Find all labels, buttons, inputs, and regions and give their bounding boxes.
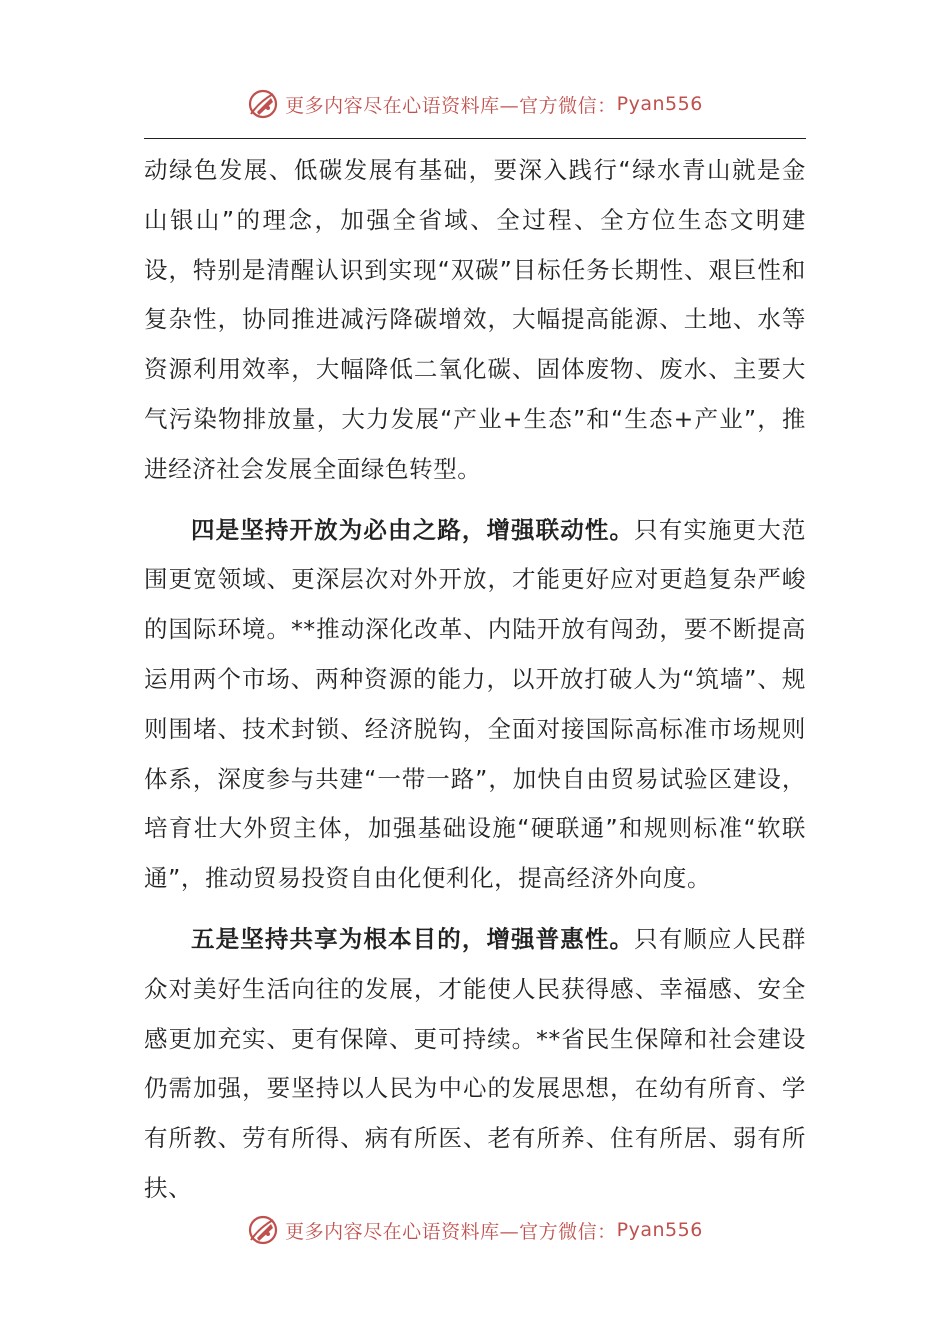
footer-title: 更多内容尽在心语资料库—官方微信： bbox=[285, 1220, 617, 1243]
header-handle: Pyan556 bbox=[616, 93, 703, 115]
paragraph-heading: 五是坚持共享为根本目的，增强普惠性。 bbox=[191, 924, 635, 953]
paragraph-text: 只有实施更大范围更宽领域、更深层次对外开放，才能更好应对更趋复杂严峻的国际环境。**推动深化改革、内陆开放有闯劲，要不断提高运用两个市场、两种资源的能力，以开放打破人为“筑墙”、规则围堵、技术封锁、经济脱钩，全面对接国际高标准市场规则体系，深度参与共建“一带一路”，加快自由贸易试验区建设，培育壮大外贸主体，加强基础设施“硬联通”和规则标准“软联通”，推动贸易投资自由化便利化，提高经济外向度。 bbox=[144, 515, 806, 893]
paragraph-text: 只有顺应人民群众对美好生活向往的发展，才能使人民获得感、幸福感、安全感更加充实、更有保障、更可持续。**省民生保障和社会建设仍需加强，要坚持以人民为中心的发展思想，在幼有所育、学有所教、劳有所得、病有所医、老有所养、住有所居、弱有所扶、 bbox=[144, 924, 806, 1202]
paragraph-heading: 四是坚持开放为必由之路，增强联动性。 bbox=[191, 515, 635, 544]
header-title: 更多内容尽在心语资料库—官方微信： bbox=[285, 94, 617, 117]
footer-handle: Pyan556 bbox=[616, 1219, 703, 1241]
paragraph-2 bbox=[144, 506, 806, 904]
pen-logo-icon bbox=[247, 1214, 279, 1246]
page-header bbox=[0, 86, 950, 122]
pen-logo-icon bbox=[247, 88, 279, 120]
document-body bbox=[144, 146, 806, 1214]
paragraph-3 bbox=[144, 915, 806, 1214]
paragraph-1 bbox=[144, 146, 806, 495]
paragraph-text: 动绿色发展、低碳发展有基础，要深入践行“绿水青山就是金山银山”的理念，加强全省域、全过程、全方位生态文明建设，特别是清醒认识到实现“双碳”目标任务长期性、艰巨性和复杂性，协同推进减污降碳增效，大幅提高能源、土地、水等资源利用效率，大幅降低二氧化碳、固体废物、废水、主要大气污染物排放量，大力发展“产业+生态”和“生态+产业”，推进经济社会发展全面绿色转型。 bbox=[144, 156, 806, 483]
page-footer bbox=[0, 1212, 950, 1248]
header-divider bbox=[144, 138, 806, 139]
